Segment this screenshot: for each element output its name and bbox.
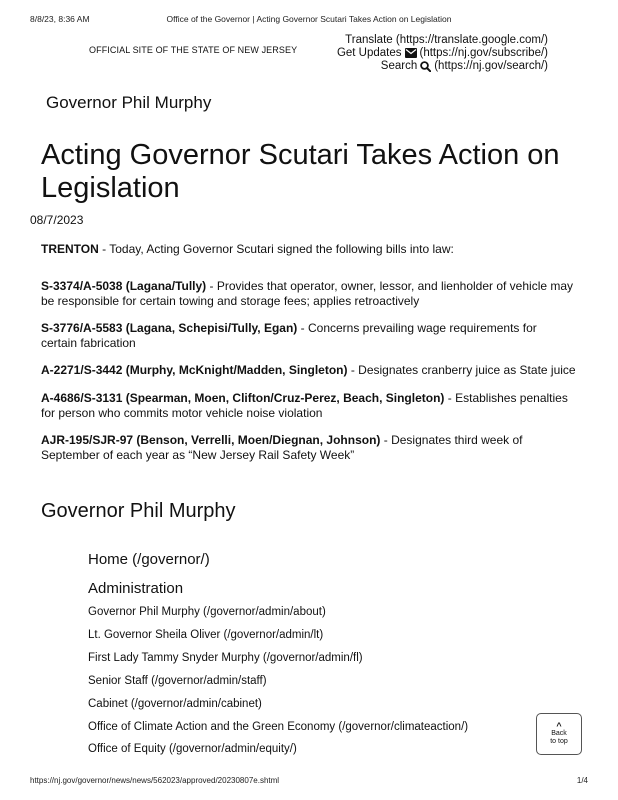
nav-admin-item[interactable]: Cabinet (/governor/admin/cabinet): [88, 698, 262, 710]
article-headline: Acting Governor Scutari Takes Action on Legislation: [41, 139, 560, 204]
chevron-up-icon: ^: [556, 721, 562, 731]
intro-text: - Today, Acting Governor Scutari signed the following bills into law:: [98, 242, 454, 256]
bill-description: - Designates cranberry juice as State juice: [347, 363, 576, 377]
bill-id: S-3374/A-5038 (Lagana/Tully): [41, 279, 207, 293]
translate-label: Translate (https://translate.google.com/): [345, 34, 548, 46]
footer-nav-title: Governor Phil Murphy: [41, 500, 236, 522]
site-title-link[interactable]: Governor Phil Murphy: [46, 93, 212, 112]
bill-description: - Establishes penalties for person who commits motor vehicle noise violation: [41, 391, 568, 420]
bill-item: [41, 391, 576, 420]
magnifier-icon: [420, 61, 431, 72]
nav-admin-item[interactable]: Governor Phil Murphy (/governor/admin/about): [88, 606, 326, 618]
nav-admin-item[interactable]: First Lady Tammy Snyder Murphy (/governor/admin/fl): [88, 652, 363, 664]
bill-description: - Concerns prevailing wage requirements for certain fabrication: [41, 321, 537, 350]
search-link[interactable]: [381, 60, 548, 72]
back-to-top-button[interactable]: [536, 713, 582, 755]
bill-item: [41, 433, 576, 462]
get-updates-link[interactable]: [337, 47, 548, 59]
back-to-top-line2: to top: [550, 738, 568, 745]
bill-description: - Provides that operator, owner, lessor, and lienholder of vehicle may be responsible for certain towing and storage fees; applies retroactively: [41, 279, 574, 308]
search-label: Search: [380, 60, 418, 72]
bill-item: [41, 279, 576, 308]
bill-item: [41, 363, 576, 378]
bill-id: S-3776/A-5583 (Lagana, Schepisi/Tully, Egan): [41, 321, 298, 335]
bill-item: [41, 321, 576, 350]
bill-id: A-2271/S-3442 (Murphy, McKnight/Madden, Singleton): [41, 363, 348, 377]
official-site-label: OFFICIAL SITE OF THE STATE OF NEW JERSEY: [89, 45, 298, 55]
get-updates-url: (https://nj.gov/subscribe/): [419, 47, 548, 59]
bill-id: A-4686/S-3131 (Spearman, Moen, Clifton/Cruz-Perez, Beach, Singleton): [41, 391, 445, 405]
envelope-icon: [405, 48, 417, 58]
intro-dateline: TRENTON: [41, 242, 99, 256]
nav-home-link[interactable]: Home (/governor/): [88, 551, 210, 568]
nav-admin-item[interactable]: Office of Climate Action and the Green Economy (/governor/climateaction/): [88, 721, 469, 733]
nav-administration-heading[interactable]: Administration: [88, 580, 184, 597]
translate-link[interactable]: [345, 34, 548, 46]
bill-id: AJR-195/SJR-97 (Benson, Verrelli, Moen/Diegnan, Johnson): [41, 433, 381, 447]
nav-admin-item[interactable]: Lt. Governor Sheila Oliver (/governor/admin/lt): [88, 629, 324, 641]
nav-admin-item[interactable]: Office of Equity (/governor/admin/equity/): [88, 743, 297, 755]
back-to-top-line1: Back: [551, 730, 567, 737]
get-updates-label: Get Updates: [336, 47, 402, 59]
article-date: 08/7/2023: [30, 213, 84, 227]
article-intro: [41, 242, 576, 257]
print-footer-url: https://nj.gov/governor/news/news/562023/approved/20230807e.shtml: [30, 776, 280, 785]
print-page-number: 1/4: [576, 776, 588, 785]
search-url: (https://nj.gov/search/): [434, 60, 548, 72]
print-page-title: Office of the Governor | Acting Governor Scutari Takes Action on Legislation: [166, 14, 452, 24]
print-timestamp: 8/8/23, 8:36 AM: [30, 14, 90, 24]
nav-admin-item[interactable]: Senior Staff (/governor/admin/staff): [88, 675, 267, 687]
bill-description: - Designates third week of September of each year as “New Jersey Rail Safety Week”: [41, 433, 523, 462]
